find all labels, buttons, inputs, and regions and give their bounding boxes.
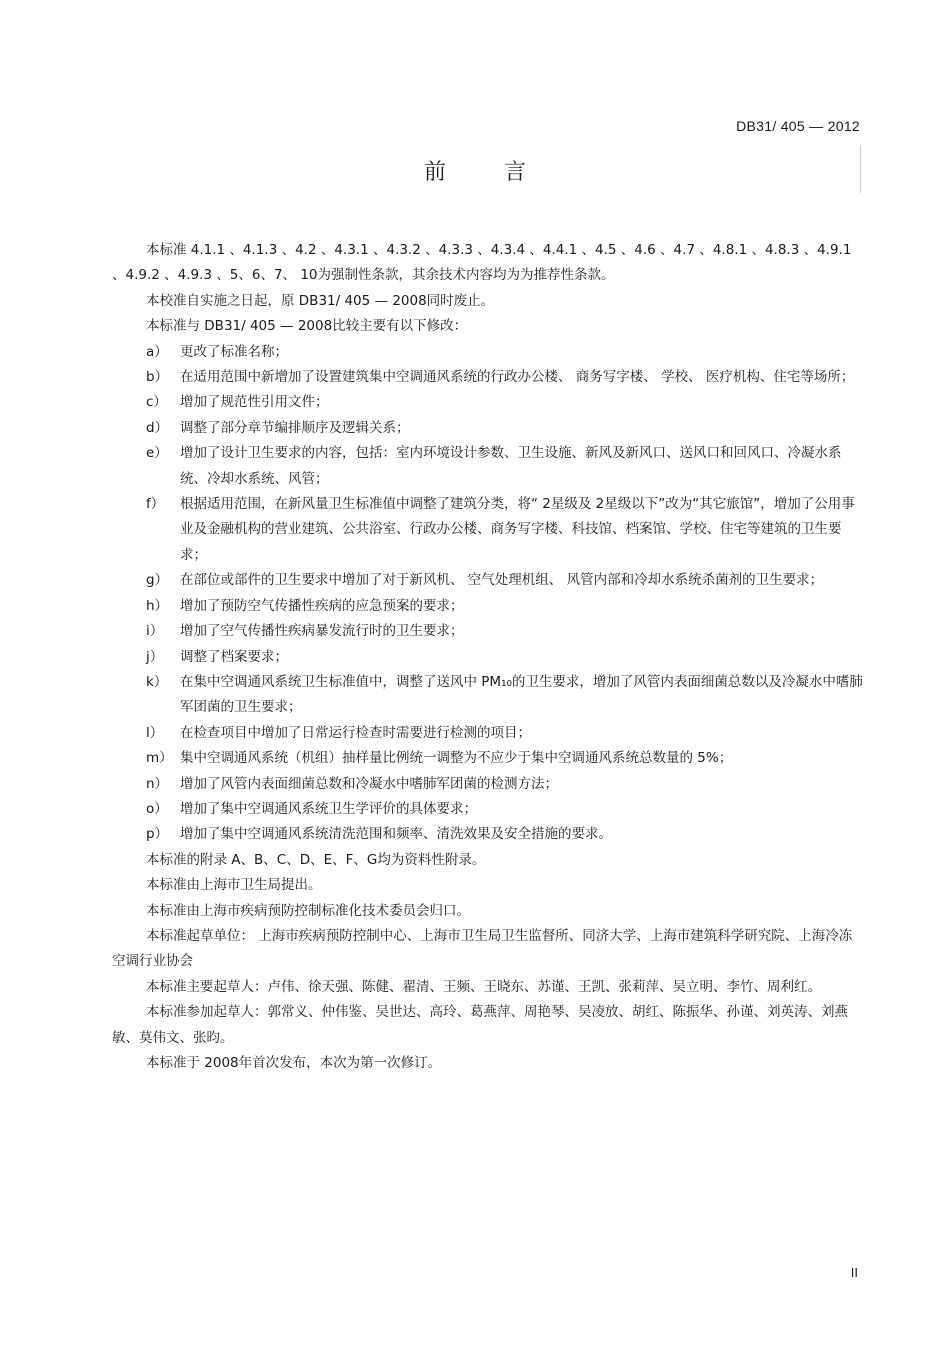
list-marker: o）: [146, 800, 168, 817]
list-item: [112, 365, 864, 390]
list-marker: d）: [146, 419, 169, 436]
paragraph-proposed-by: 本标准由上海市卫生局提出。: [146, 877, 322, 894]
list-item: [112, 772, 864, 797]
list-item: [112, 568, 864, 593]
list-item-text: 根据适用范围，在新风量卫生标准值中调整了建筑分类，将“ 2星级及 2星级以下”改为“其它旅馆”，增加了公用事业及金融机构的营业建筑、公共浴室、行政办公楼、商务写字楼、科技馆、档案馆、学校、住宅等建筑的卫生要求；: [180, 496, 855, 563]
list-item-text: 调整了部分章节编排顺序及逻辑关系；: [180, 419, 410, 436]
paragraph-mandatory-clauses: 本标准 4.1.1 、4.1.3 、4.2 、4.3.1 、4.3.2 、4.3.3 、4.3.4 、4.4.1 、4.5 、4.6 、4.7 、4.8.1 、4.8.3 、4.9.1 、4.9.2 、4.9.3 、5、6、7、 10为强制性条款，其余技术内容均为为推荐性条款。: [112, 242, 852, 284]
paragraph-supersedes: 本校准自实施之日起，原 DB31/ 405 — 2008同时废止。: [146, 292, 495, 309]
list-marker: m）: [146, 750, 173, 767]
list-item: [112, 721, 864, 746]
list-item-text: 增加了规范性引用文件；: [180, 394, 329, 411]
paragraph-release-history: 本标准于 2008年首次发布，本次为第一次修订。: [146, 1055, 442, 1071]
list-item-text: 增加了设计卫生要求的内容，包括：室内环境设计参数、卫生设施、新风及新风口、送风口和回风口、冷凝水系统、冷却水系统、风管；: [180, 445, 842, 487]
list-item-text: 在部位或部件的卫生要求中增加了对于新风机、 空气处理机组、 风管内部和冷却水系统杀菌剂的卫生要求；: [180, 572, 824, 589]
paragraph-appendices: 本标准的附录 A、B、C、D、E、F、G均为资料性附录。: [146, 851, 486, 868]
list-marker: f）: [146, 496, 165, 513]
list-item: [112, 619, 864, 644]
list-item-text: 增加了集中空调通风系统卫生学评价的具体要求；: [180, 800, 477, 817]
list-item-text: 集中空调通风系统（机组）抽样量比例统一调整为不应少于集中空调通风系统总数量的 5%；: [180, 750, 733, 767]
list-item: [112, 441, 864, 492]
list-item-text: 调整了档案要求；: [180, 648, 288, 665]
list-item-text: 增加了风管内表面细菌总数和冷凝水中嗜肺军团菌的检测方法；: [180, 775, 558, 792]
foreword-body: [112, 238, 864, 1076]
list-marker: b）: [146, 369, 169, 386]
list-item: [112, 645, 864, 670]
list-marker: a）: [146, 343, 168, 360]
list-item-text: 增加了集中空调通风系统清洗范围和频率、清洗效果及安全措施的要求。: [180, 826, 612, 843]
paragraph-changes-intro: 本标准与 DB31/ 405 — 2008比较主要有以下修改：: [146, 318, 468, 335]
paragraph-drafting-units: 本标准起草单位： 上海市疾病预防控制中心、上海市卫生局卫生监督所、同济大学、上海市建筑科学研究院、上海冷冻空调行业协会: [112, 927, 853, 970]
list-marker: e）: [146, 445, 168, 462]
list-marker: h）: [146, 597, 169, 614]
list-marker: p）: [146, 826, 169, 843]
document-code: DB31/ 405 — 2012: [736, 118, 860, 134]
list-item-text: 更改了标准名称；: [180, 343, 288, 360]
paragraph-participating-drafters: 本标准参加起草人：郭常义、仲伟鉴、吴世达、高玲、葛燕萍、周艳琴、吴凌放、胡红、陈振华、孙谨、刘英涛、刘燕敏、莫伟文、张昀。: [112, 1004, 848, 1046]
list-marker: g）: [146, 572, 169, 589]
paragraph-under-jurisdiction: 本标准由上海市疾病预防控制标准化技术委员会归口。: [146, 902, 470, 919]
list-marker: j）: [146, 648, 164, 665]
list-item: [112, 416, 864, 441]
list-item: [112, 492, 864, 568]
page-title: 前言: [423, 160, 584, 185]
list-item-text: 在适用范围中新增加了设置建筑集中空调通风系统的行政办公楼、 商务写字楼、 学校、 医疗机构、住宅等场所；: [180, 369, 855, 386]
list-item: [112, 822, 864, 847]
list-item: [112, 390, 864, 415]
list-item: [112, 797, 864, 822]
list-marker: c）: [146, 394, 167, 411]
list-marker: i）: [146, 623, 164, 640]
list-item-text: 在集中空调通风系统卫生标准值中，调整了送风中 PM₁₀的卫生要求，增加了风管内表面细菌总数以及冷凝水中嗜肺军团菌的卫生要求；: [180, 673, 863, 716]
list-marker: l）: [146, 724, 164, 741]
list-marker: k）: [146, 673, 168, 690]
list-marker: n）: [146, 775, 169, 792]
list-item: [112, 594, 864, 619]
list-item: [112, 340, 864, 365]
page-number: II: [850, 1265, 858, 1280]
list-item: [112, 670, 864, 721]
paragraph-main-drafters: 本标准主要起草人：卢伟、徐天强、陈健、翟清、王频、王晓东、苏谨、王凯、张莉萍、吴立明、李竹、周利红。: [146, 978, 821, 995]
list-item-text: 在检查项目中增加了日常运行检查时需要进行检测的项目；: [180, 724, 531, 741]
list-item-text: 增加了空气传播性疾病暴发流行时的卫生要求；: [180, 623, 464, 640]
list-item: [112, 746, 864, 771]
list-item-text: 增加了预防空气传播性疾病的应急预案的要求；: [180, 597, 464, 614]
